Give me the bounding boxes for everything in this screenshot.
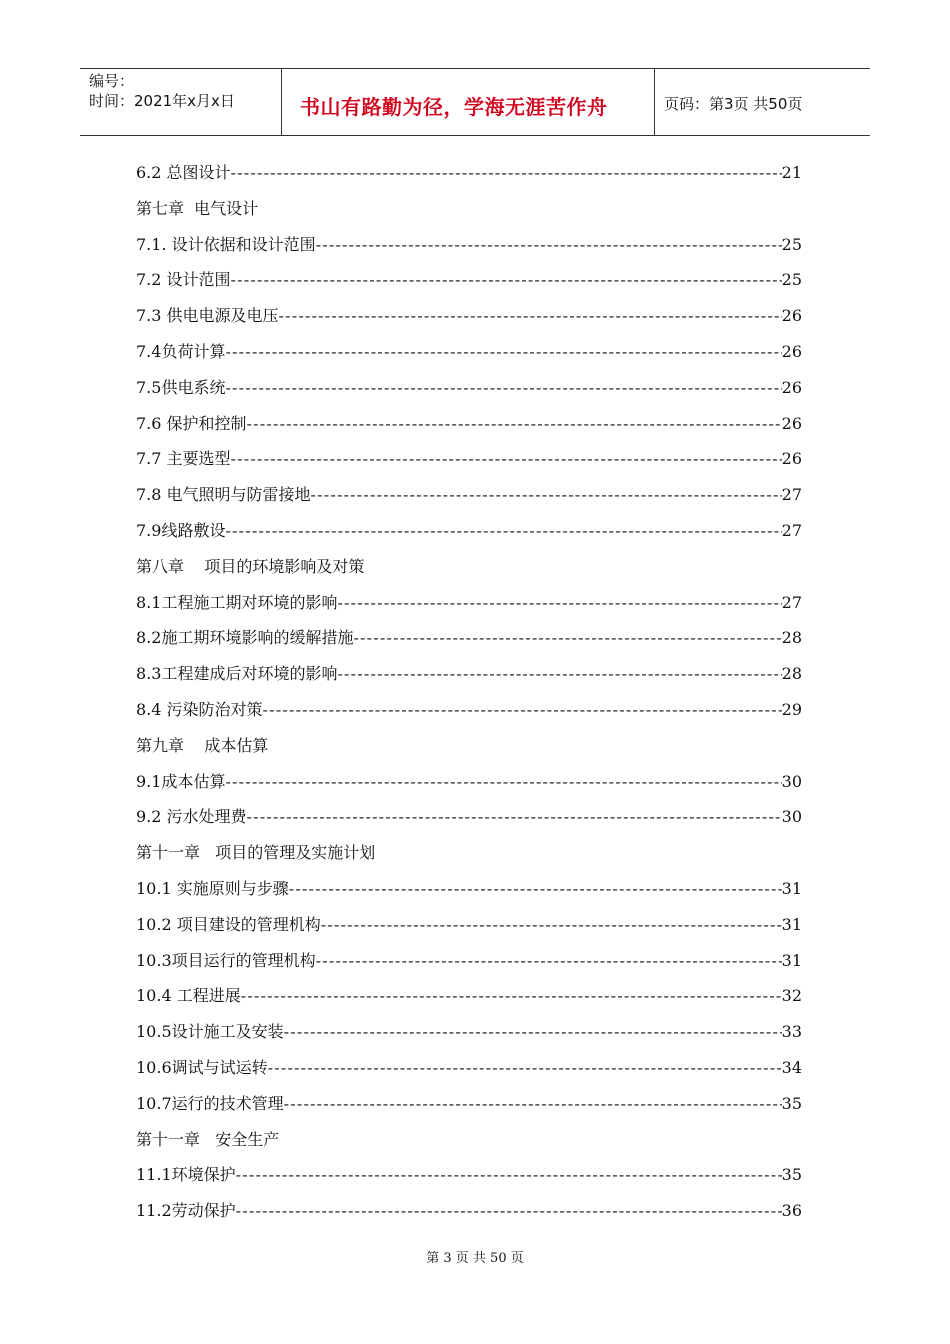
toc-dot-leader <box>311 477 782 513</box>
toc-dot-leader <box>321 907 782 943</box>
toc-dot-leader <box>268 1050 782 1086</box>
toc-entry-title: 10.3项目运行的管理机构 <box>136 950 316 970</box>
toc-entry-title: 7.3 供电电源及电压 <box>136 306 279 326</box>
toc-entry-title: 8.4 污染防治对策 <box>136 699 263 719</box>
toc-dot-leader <box>241 978 782 1014</box>
toc-entry-title: 10.7运行的技术管理 <box>136 1093 284 1113</box>
toc-dot-leader <box>337 656 781 692</box>
page-footer: 第 3 页 共 50 页 <box>426 1251 524 1266</box>
toc-page-number: 26 <box>781 377 802 397</box>
toc-entry-title: 第七章 电气设计 <box>136 198 259 218</box>
toc-entry <box>136 871 802 907</box>
toc-page-number: 28 <box>781 628 802 648</box>
toc-entry-title: 10.1 实施原则与步骤 <box>136 878 289 898</box>
toc-entry-title: 8.3工程建成后对环境的影响 <box>136 664 338 684</box>
toc-entry-title: 10.2 项目建设的管理机构 <box>136 914 321 934</box>
header-meta <box>80 69 282 135</box>
toc-dot-leader <box>289 871 782 907</box>
toc-dot-leader <box>247 406 782 442</box>
toc-page-number: 25 <box>781 270 802 290</box>
toc-entry-title: 11.2劳动保护 <box>136 1201 236 1221</box>
table-of-contents <box>136 155 802 1229</box>
toc-entry <box>136 656 802 692</box>
toc-chapter-heading <box>136 191 802 227</box>
toc-entry-title: 10.5设计施工及安装 <box>136 1022 284 1042</box>
toc-page-number: 35 <box>781 1093 802 1113</box>
toc-dot-leader <box>231 155 782 191</box>
toc-dot-leader <box>231 441 782 477</box>
toc-entry-title: 7.1. 设计依据和设计范围 <box>136 234 316 254</box>
page-header <box>80 68 870 136</box>
toc-entry <box>136 764 802 800</box>
toc-page-number: 27 <box>781 592 802 612</box>
toc-dot-leader <box>284 1086 782 1122</box>
document-number-label: 编号： <box>89 72 135 90</box>
toc-entry <box>136 155 802 191</box>
toc-dot-leader <box>225 370 781 406</box>
header-motto: 书山有路勤为径，学海无涯苦作舟 <box>300 95 608 119</box>
toc-entry <box>136 406 802 442</box>
toc-entry <box>136 799 802 835</box>
toc-entry <box>136 262 802 298</box>
toc-dot-leader <box>284 1014 782 1050</box>
toc-dot-leader <box>353 620 781 656</box>
toc-chapter-heading <box>136 728 802 764</box>
toc-entry <box>136 978 802 1014</box>
toc-entry <box>136 334 802 370</box>
toc-page-number: 31 <box>781 950 802 970</box>
toc-page-number: 26 <box>781 341 802 361</box>
toc-entry <box>136 477 802 513</box>
toc-entry-title: 7.4负荷计算 <box>136 341 226 361</box>
toc-entry <box>136 907 802 943</box>
toc-dot-leader <box>225 334 781 370</box>
toc-page-number: 34 <box>781 1057 802 1077</box>
header-page-info: 页码：第3页 共50页 <box>664 95 803 113</box>
toc-dot-leader <box>337 585 781 621</box>
toc-dot-leader <box>225 764 781 800</box>
toc-page-number: 27 <box>781 520 802 540</box>
toc-entry-title: 9.2 污水处理费 <box>136 807 247 827</box>
toc-entry <box>136 513 802 549</box>
toc-chapter-heading <box>136 835 802 871</box>
toc-entry-title: 第十一章 项目的管理及实施计划 <box>136 843 376 863</box>
toc-dot-leader <box>236 1157 782 1193</box>
toc-page-number: 26 <box>781 413 802 433</box>
toc-page-number: 21 <box>781 163 802 182</box>
toc-page-number: 27 <box>781 485 802 505</box>
toc-entry-title: 7.5供电系统 <box>136 377 226 397</box>
toc-page-number: 26 <box>781 306 802 326</box>
toc-page-number: 36 <box>781 1201 802 1221</box>
toc-dot-leader <box>225 513 781 549</box>
toc-entry <box>136 1086 802 1122</box>
toc-page-number: 33 <box>781 1022 802 1042</box>
toc-dot-leader <box>263 692 782 728</box>
document-time-label: 时间：2021年x月x日 <box>89 92 235 110</box>
toc-entry-title: 第八章 项目的环境影响及对策 <box>136 556 365 576</box>
toc-entry-title: 7.8 电气照明与防雷接地 <box>136 485 311 505</box>
toc-page-number: 35 <box>781 1165 802 1185</box>
toc-page-number: 28 <box>781 664 802 684</box>
toc-entry <box>136 227 802 263</box>
toc-entry-title: 6.2 总图设计 <box>136 163 231 182</box>
toc-dot-leader <box>316 943 782 979</box>
toc-dot-leader <box>236 1193 782 1229</box>
toc-entry <box>136 1193 802 1229</box>
toc-dot-leader <box>279 298 782 334</box>
toc-entry <box>136 441 802 477</box>
toc-entry-title: 第十一章 安全生产 <box>136 1129 280 1149</box>
toc-entry-title: 7.2 设计范围 <box>136 270 231 290</box>
toc-entry <box>136 692 802 728</box>
toc-entry <box>136 943 802 979</box>
toc-chapter-heading <box>136 549 802 585</box>
toc-entry <box>136 1050 802 1086</box>
toc-entry <box>136 620 802 656</box>
toc-dot-leader <box>316 227 782 263</box>
toc-chapter-heading <box>136 1122 802 1158</box>
toc-entry-title: 10.4 工程进展 <box>136 986 241 1006</box>
toc-entry <box>136 1014 802 1050</box>
toc-entry <box>136 298 802 334</box>
toc-entry-title: 11.1环境保护 <box>136 1165 236 1185</box>
toc-page-number: 30 <box>781 771 802 791</box>
toc-entry-title: 8.1工程施工期对环境的影响 <box>136 592 338 612</box>
toc-entry-title: 7.7 主要选型 <box>136 449 231 469</box>
toc-dot-leader <box>247 799 782 835</box>
toc-entry-title: 7.6 保护和控制 <box>136 413 247 433</box>
toc-entry-title: 9.1成本估算 <box>136 771 226 791</box>
toc-page-number: 31 <box>781 878 802 898</box>
toc-entry-title: 8.2施工期环境影响的缓解措施 <box>136 628 354 648</box>
toc-page-number: 26 <box>781 449 802 469</box>
toc-page-number: 31 <box>781 914 802 934</box>
toc-entry <box>136 585 802 621</box>
toc-page-number: 32 <box>781 986 802 1006</box>
toc-entry-title: 第九章 成本估算 <box>136 735 269 755</box>
header-motto-cell <box>282 69 655 135</box>
toc-dot-leader <box>231 262 782 298</box>
toc-entry <box>136 1157 802 1193</box>
toc-entry <box>136 370 802 406</box>
toc-page-number: 30 <box>781 807 802 827</box>
toc-entry-title: 10.6调试与试运转 <box>136 1057 268 1077</box>
toc-entry-title: 7.9线路敷设 <box>136 520 226 540</box>
toc-page-number: 25 <box>781 234 802 254</box>
toc-page-number: 29 <box>781 699 802 719</box>
